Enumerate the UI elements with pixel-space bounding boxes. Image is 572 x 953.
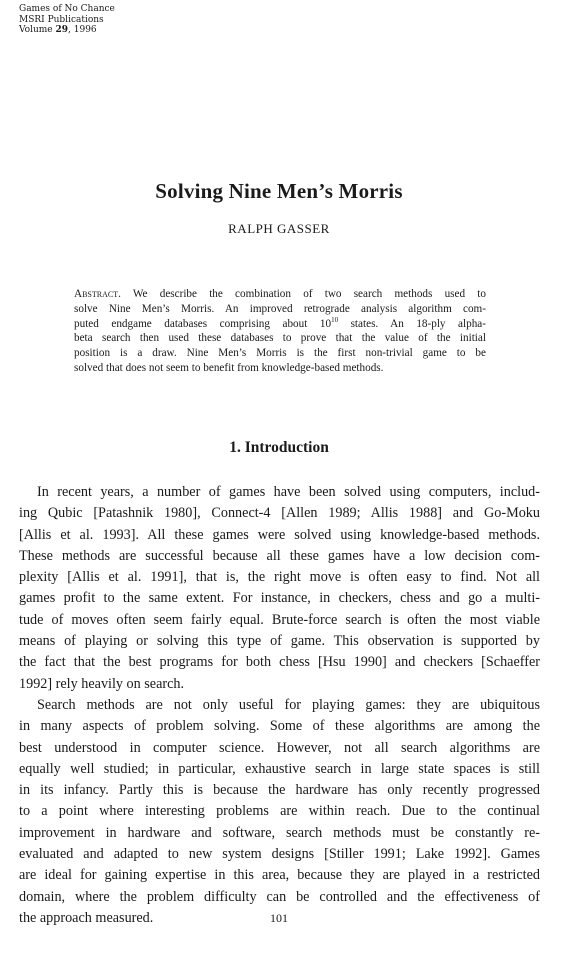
abstract-line: solve Nine Men’s Morris. An improved retrograde analysis algorithm com- [74, 302, 486, 315]
abstract-line: position is a draw. Nine Men’s Morris is the first non-trivial game to be [74, 347, 486, 360]
abstract-label: Abstract. [74, 288, 121, 300]
paragraph-2 [19, 695, 540, 929]
series-header [19, 4, 115, 36]
text-line: the fact that the best programs for both chess [Hsu 1990] and checkers [Schaeffer [19, 654, 540, 671]
abstract-line: Abstract. We describe the combination of two search methods used to [74, 288, 486, 300]
text-line: equally well studied; in particular, exhaustive search in large state spaces is still [19, 760, 540, 777]
abstract-line: solved that does not seem to benefit from knowledge-based methods. [74, 361, 384, 374]
text-line: evaluated and adapted to new system designs [Stiller 1991; Lake 1992]. Games [19, 846, 540, 863]
paragraph-1 [19, 482, 540, 695]
paper-title: Solving Nine Men’s Morris [155, 179, 403, 203]
series-title: Games of No Chance [19, 4, 115, 14]
volume-number: 29 [55, 25, 69, 35]
page-number: 101 [270, 911, 288, 925]
volume-suffix: , 1996 [68, 25, 97, 35]
author-name: RALPH GASSER [228, 221, 330, 236]
text-line: [Allis et al. 1993]. All these games were solved using knowledge-based methods. [19, 526, 540, 543]
text-line: in many aspects of problem solving. Some of these algorithms are among the [19, 718, 540, 735]
text-line: tude of moves often seem fairly equal. Brute-force search is often the most viable [19, 611, 540, 628]
text-line: best understood in computer science. However, not all search algorithms are [19, 739, 540, 756]
text-line: means of playing or solving this type of game. This observation is supported by [19, 633, 540, 650]
volume-line [19, 25, 115, 36]
abstract-line: beta search then used these databases to prove that the value of the initial [74, 332, 486, 345]
text-line: plexity [Allis et al. 1991], that is, the right move is often easy to find. Not all [19, 569, 540, 586]
abstract [74, 287, 486, 376]
text-line: games profit to the same extent. For instance, in checkers, chess and go a multi- [19, 590, 540, 607]
text-line: In recent years, a number of games have been solved using computers, includ- [37, 484, 540, 500]
text-line: 1992] rely heavily on search. [19, 675, 185, 692]
text-line: in its infancy. Partly this is because the hardware has only recently progressed [19, 782, 540, 799]
text-line: Search methods are not only useful for playing games: they are ubiquitous [37, 696, 540, 713]
text-line: are ideal for gaining expertise in this area, because they are played in a restricted [19, 867, 540, 884]
section-heading: 1. Introduction [229, 439, 329, 456]
text-line: the approach measured. [19, 909, 154, 926]
exponent: 10 [331, 315, 339, 324]
text-line: to a point where interesting problems are within reach. Due to the continual [19, 803, 540, 820]
text-line: ing Qubic [Patashnik 1980], Connect-4 [Allen 1989; Allis 1988] and Go-Moku [19, 505, 540, 522]
text-line: improvement in hardware and software, search methods must be constantly re- [19, 824, 540, 841]
text-line: These methods are successful because all these games have a low decision com- [19, 547, 540, 564]
publisher: MSRI Publications [19, 14, 104, 25]
body-text [19, 482, 540, 929]
text-line: domain, where the problem difficulty can be controlled and the effectiveness of [19, 888, 540, 905]
volume-prefix: Volume [19, 25, 56, 35]
abstract-line: puted endgame databases comprising about $10^{10}$ states. An 18-ply alpha- [74, 315, 486, 330]
